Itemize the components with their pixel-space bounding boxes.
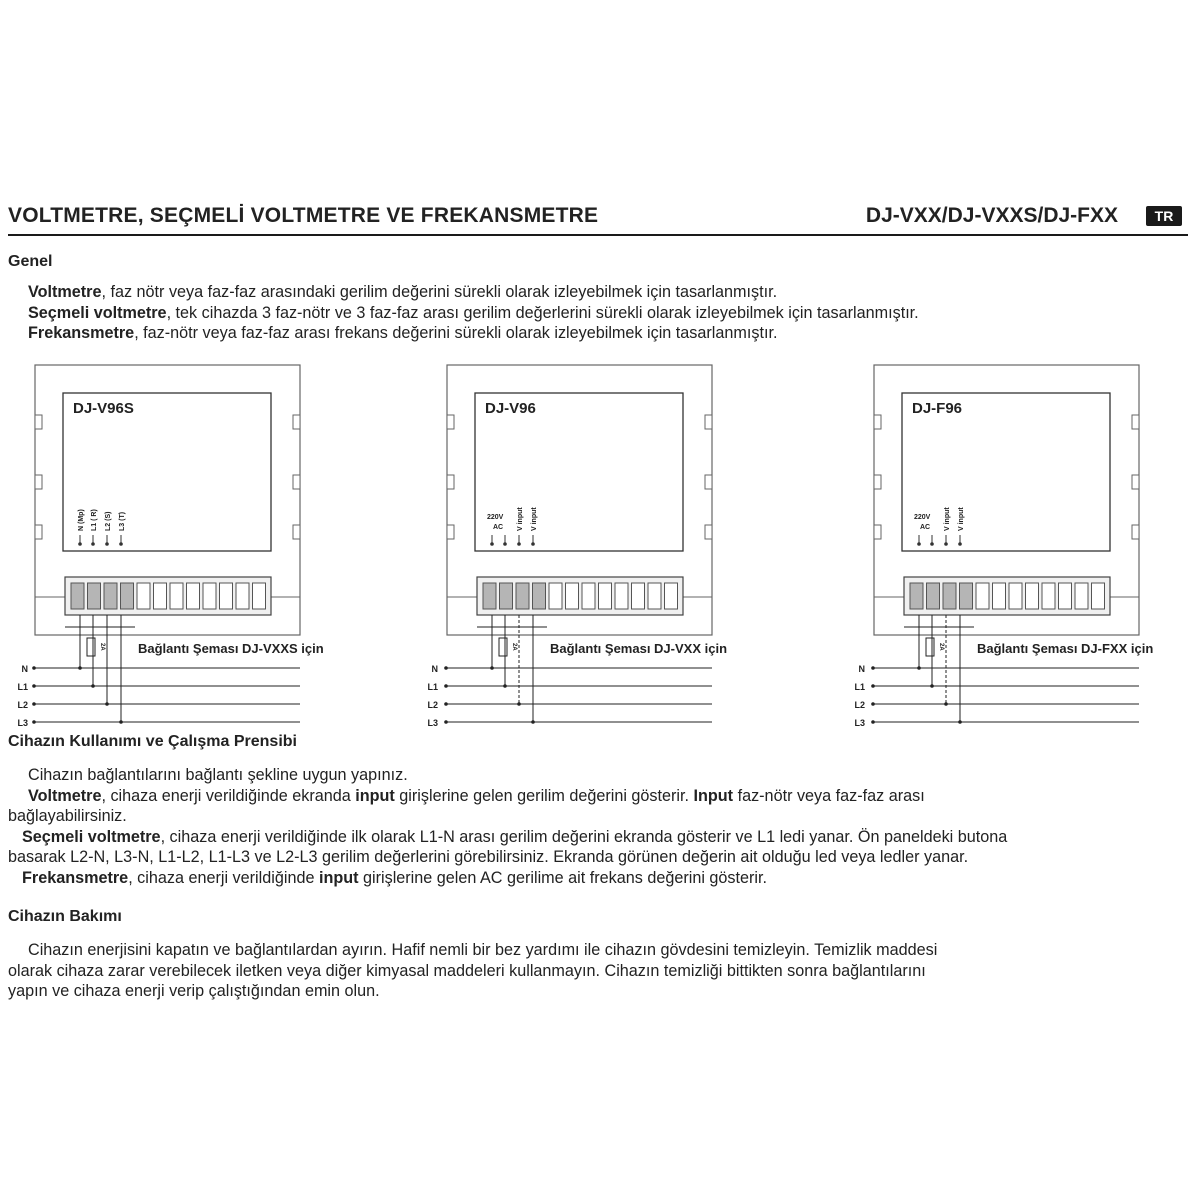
section-heading-maintenance: Cihazın Bakımı [8, 908, 122, 925]
device-1-terminal-label-4: L3 (T) [119, 511, 126, 531]
device-2-junction-1 [490, 666, 494, 670]
device-2-line-label-n: N [431, 664, 438, 674]
device-3-clip-5 [1132, 525, 1139, 539]
device-2-model-label: DJ-V96 [485, 400, 536, 417]
device-1-terminal-label-1: N (Mp) [78, 509, 85, 531]
device-2-clip-0 [447, 415, 454, 429]
device-1-line-label-n: N [21, 664, 28, 674]
section-heading-usage: Cihazın Kullanımı ve Çalışma Prensibi [8, 733, 297, 750]
device-1-caption: Bağlantı Şeması DJ-VXXS için [138, 641, 324, 656]
device-3-pin-dot-1 [917, 542, 921, 546]
usage-line-4: Seçmeli voltmetre, cihaza enerji verildiğinde ilk olarak L1-N arası gerilim değerini ekranda gösterir ve L1 ledi yanar. Ön paneldeki butona [22, 827, 1008, 846]
device-3-junction-2 [930, 684, 934, 688]
document-header [8, 200, 1188, 236]
device-1-clip-4 [293, 475, 300, 489]
device-3-terminal-11 [1075, 583, 1088, 609]
device-3-terminal-2 [927, 583, 940, 609]
device-1-line-label-l3: L3 [17, 718, 28, 728]
device-2-junction-2 [503, 684, 507, 688]
device-1-line-label-l1: L1 [17, 682, 28, 692]
device-2-clip-3 [705, 415, 712, 429]
device-2-terminal-label-1b: AC [493, 524, 504, 531]
maintenance-line-1: Cihazın enerjisini kapatın ve bağlantılardan ayırın. Hafif nemli bir bez yardımı ile cihazın gövdesini temizleyin. Temizlik maddesi [28, 941, 938, 959]
usage-line-5: basarak L2-N, L3-N, L1-L2, L1-L3 ve L2-L3 gerilim değerlerini görebilirsiniz. Ekranda görünen değerin ait olduğu led veya ledler yanar. [8, 848, 969, 867]
device-1-terminal-1 [71, 583, 84, 609]
device-2-line-label-l2: L2 [427, 700, 438, 710]
device-1-pin-dot-2 [91, 542, 95, 546]
device-1-terminal-label-3: L2 (S) [105, 511, 112, 531]
device-1-junction-3 [105, 702, 109, 706]
device-2-terminal-5 [549, 583, 562, 609]
device-3-line-label-l3: L3 [854, 718, 865, 728]
device-1-terminal-12 [253, 583, 266, 609]
device-2-fuse-label: 2A [511, 643, 517, 651]
device-3-clip-1 [874, 475, 881, 489]
device-2-clip-4 [705, 475, 712, 489]
device-3-terminal-12 [1092, 583, 1105, 609]
maintenance-line-2: olarak cihaza zarar verebilecek iletken veya diğer kimyasal maddeleri kullanmayın. Cihazın temizliği bittikten sonra bağlantılarını [8, 961, 926, 980]
device-2-pin-dot-4 [531, 542, 535, 546]
device-3-junction-1 [917, 666, 921, 670]
device-2-terminal-12 [665, 583, 678, 609]
model-codes: DJ-VXX/DJ-VXXS/DJ-FXX [865, 204, 1118, 227]
device-1-terminal-9 [203, 583, 216, 609]
device-3-fuse [926, 638, 934, 656]
device-2-terminal-4 [533, 583, 546, 609]
genel-paragraph [28, 282, 919, 344]
device-1-terminal-11 [236, 583, 249, 609]
device-1-clip-5 [293, 525, 300, 539]
device-1-terminal-2 [88, 583, 101, 609]
wiring-diagrams [0, 355, 1200, 735]
device-1-terminal-8 [187, 583, 200, 609]
device-1-terminal-6 [154, 583, 167, 609]
device-1-junction-1 [78, 666, 82, 670]
device-3-pin-dot-3 [944, 542, 948, 546]
device-1-junction-2 [91, 684, 95, 688]
device-3-fuse-label: 2A [938, 643, 944, 651]
device-1-clip-2 [35, 525, 42, 539]
device-3-terminal-5 [976, 583, 989, 609]
usage-line-2: Voltmetre, cihaza enerji verildiğinde ekranda input girişlerine gelen gerilim değerini gösterir. Input faz-nötr veya faz-faz arası [28, 786, 925, 805]
device-2-terminal-3 [516, 583, 529, 609]
device-2-line-label-l3: L3 [427, 718, 438, 728]
device-3-clip-3 [1132, 415, 1139, 429]
device-2-pin-dot-2 [503, 542, 507, 546]
device-1-terminal-4 [121, 583, 134, 609]
device-3-clip-0 [874, 415, 881, 429]
device-3-terminal-3 [943, 583, 956, 609]
device-2-clip-1 [447, 475, 454, 489]
genel-line-1: Voltmetre, faz nötr veya faz-faz arasındaki gerilim değerini sürekli olarak izleyebilmek için tasarlanmıştır. [28, 283, 778, 301]
device-3-line-label-l1: L1 [854, 682, 865, 692]
device-2-terminal-6 [566, 583, 579, 609]
device-3-caption: Bağlantı Şeması DJ-FXX için [977, 641, 1154, 656]
device-2-terminal-label-1a: 220V [487, 514, 504, 521]
device-1-fuse-label: 2A [99, 643, 105, 651]
device-3-line-label-n: N [858, 664, 865, 674]
device-3-terminal-10 [1059, 583, 1072, 609]
device-1-line-label-l2: L2 [17, 700, 28, 710]
maintenance-paragraph [8, 940, 937, 1002]
device-2-terminal-10 [632, 583, 645, 609]
device-1-clip-1 [35, 475, 42, 489]
device-3-junction-3 [944, 702, 948, 706]
device-3-terminal-label-2: V input [944, 507, 951, 531]
device-1-terminal-label-2: L1 ( R) [91, 509, 98, 531]
section-heading-genel: Genel [8, 253, 53, 270]
device-3-terminal-label-1a: 220V [914, 514, 931, 521]
device-3-terminal-label-3: V input [958, 507, 965, 531]
document-title: VOLTMETRE, SEÇMELİ VOLTMETRE VE FREKANSMETRE [8, 204, 599, 227]
device-2-terminal-label-2: V input [517, 507, 524, 531]
device-3-pin-dot-4 [958, 542, 962, 546]
device-2-clip-2 [447, 525, 454, 539]
device-2-line-label-l1: L1 [427, 682, 438, 692]
device-2-terminal-9 [615, 583, 628, 609]
device-2-pin-dot-3 [517, 542, 521, 546]
device-3-terminal-8 [1026, 583, 1039, 609]
language-badge: TR [1146, 206, 1182, 226]
device-1-clip-3 [293, 415, 300, 429]
usage-line-1: Cihazın bağlantılarını bağlantı şekline uygun yapınız. [28, 766, 408, 784]
device-1-clip-0 [35, 415, 42, 429]
device-1-pin-dot-1 [78, 542, 82, 546]
device-3-pin-dot-2 [930, 542, 934, 546]
device-1-terminal-7 [170, 583, 183, 609]
device-2-fuse [499, 638, 507, 656]
device-2-terminal-label-3: V input [531, 507, 538, 531]
device-3-model-label: DJ-F96 [912, 400, 963, 417]
device-2-terminal-8 [599, 583, 612, 609]
genel-line-3: Frekansmetre, faz-nötr veya faz-faz arası frekans değerini sürekli olarak izleyebilmek için tasarlanmıştır. [28, 324, 778, 343]
device-1-fuse [87, 638, 95, 656]
device-3-clip-4 [1132, 475, 1139, 489]
maintenance-line-3: yapın ve cihaza enerji verip çalıştığından emin olun. [8, 982, 380, 1001]
usage-line-6: Frekansmetre, cihaza enerji verildiğinde input girişlerine gelen AC gerilime ait frekans değerini gösterir. [22, 868, 767, 887]
device-2-clip-5 [705, 525, 712, 539]
device-1-pin-dot-3 [105, 542, 109, 546]
usage-line-3: bağlayabilirsiniz. [8, 807, 127, 826]
usage-paragraph [8, 765, 1007, 889]
device-1-terminal-10 [220, 583, 233, 609]
device-3-terminal-7 [1009, 583, 1022, 609]
device-2-junction-4 [531, 720, 535, 724]
device-2-terminal-1 [483, 583, 496, 609]
device-3-terminal-1 [910, 583, 923, 609]
device-2-pin-dot-1 [490, 542, 494, 546]
device-3-terminal-9 [1042, 583, 1055, 609]
device-3-line-label-l2: L2 [854, 700, 865, 710]
device-2-terminal-7 [582, 583, 595, 609]
device-1-terminal-5 [137, 583, 150, 609]
device-3-terminal-4 [960, 583, 973, 609]
device-1-pin-dot-4 [119, 542, 123, 546]
device-3-terminal-label-1b: AC [920, 524, 931, 531]
device-2-terminal-2 [500, 583, 513, 609]
device-1-model-label: DJ-V96S [73, 400, 134, 417]
device-2-terminal-11 [648, 583, 661, 609]
device-3-junction-4 [958, 720, 962, 724]
device-3-clip-2 [874, 525, 881, 539]
device-1-terminal-3 [104, 583, 117, 609]
genel-line-2: Seçmeli voltmetre, tek cihazda 3 faz-nötr ve 3 faz-faz arası gerilim değerlerini sürekli olarak izleyebilmek için tasarlanmıştır. [28, 303, 919, 322]
device-2-caption: Bağlantı Şeması DJ-VXX için [550, 641, 728, 656]
device-3-terminal-6 [993, 583, 1006, 609]
device-1-junction-4 [119, 720, 123, 724]
device-2-junction-3 [517, 702, 521, 706]
